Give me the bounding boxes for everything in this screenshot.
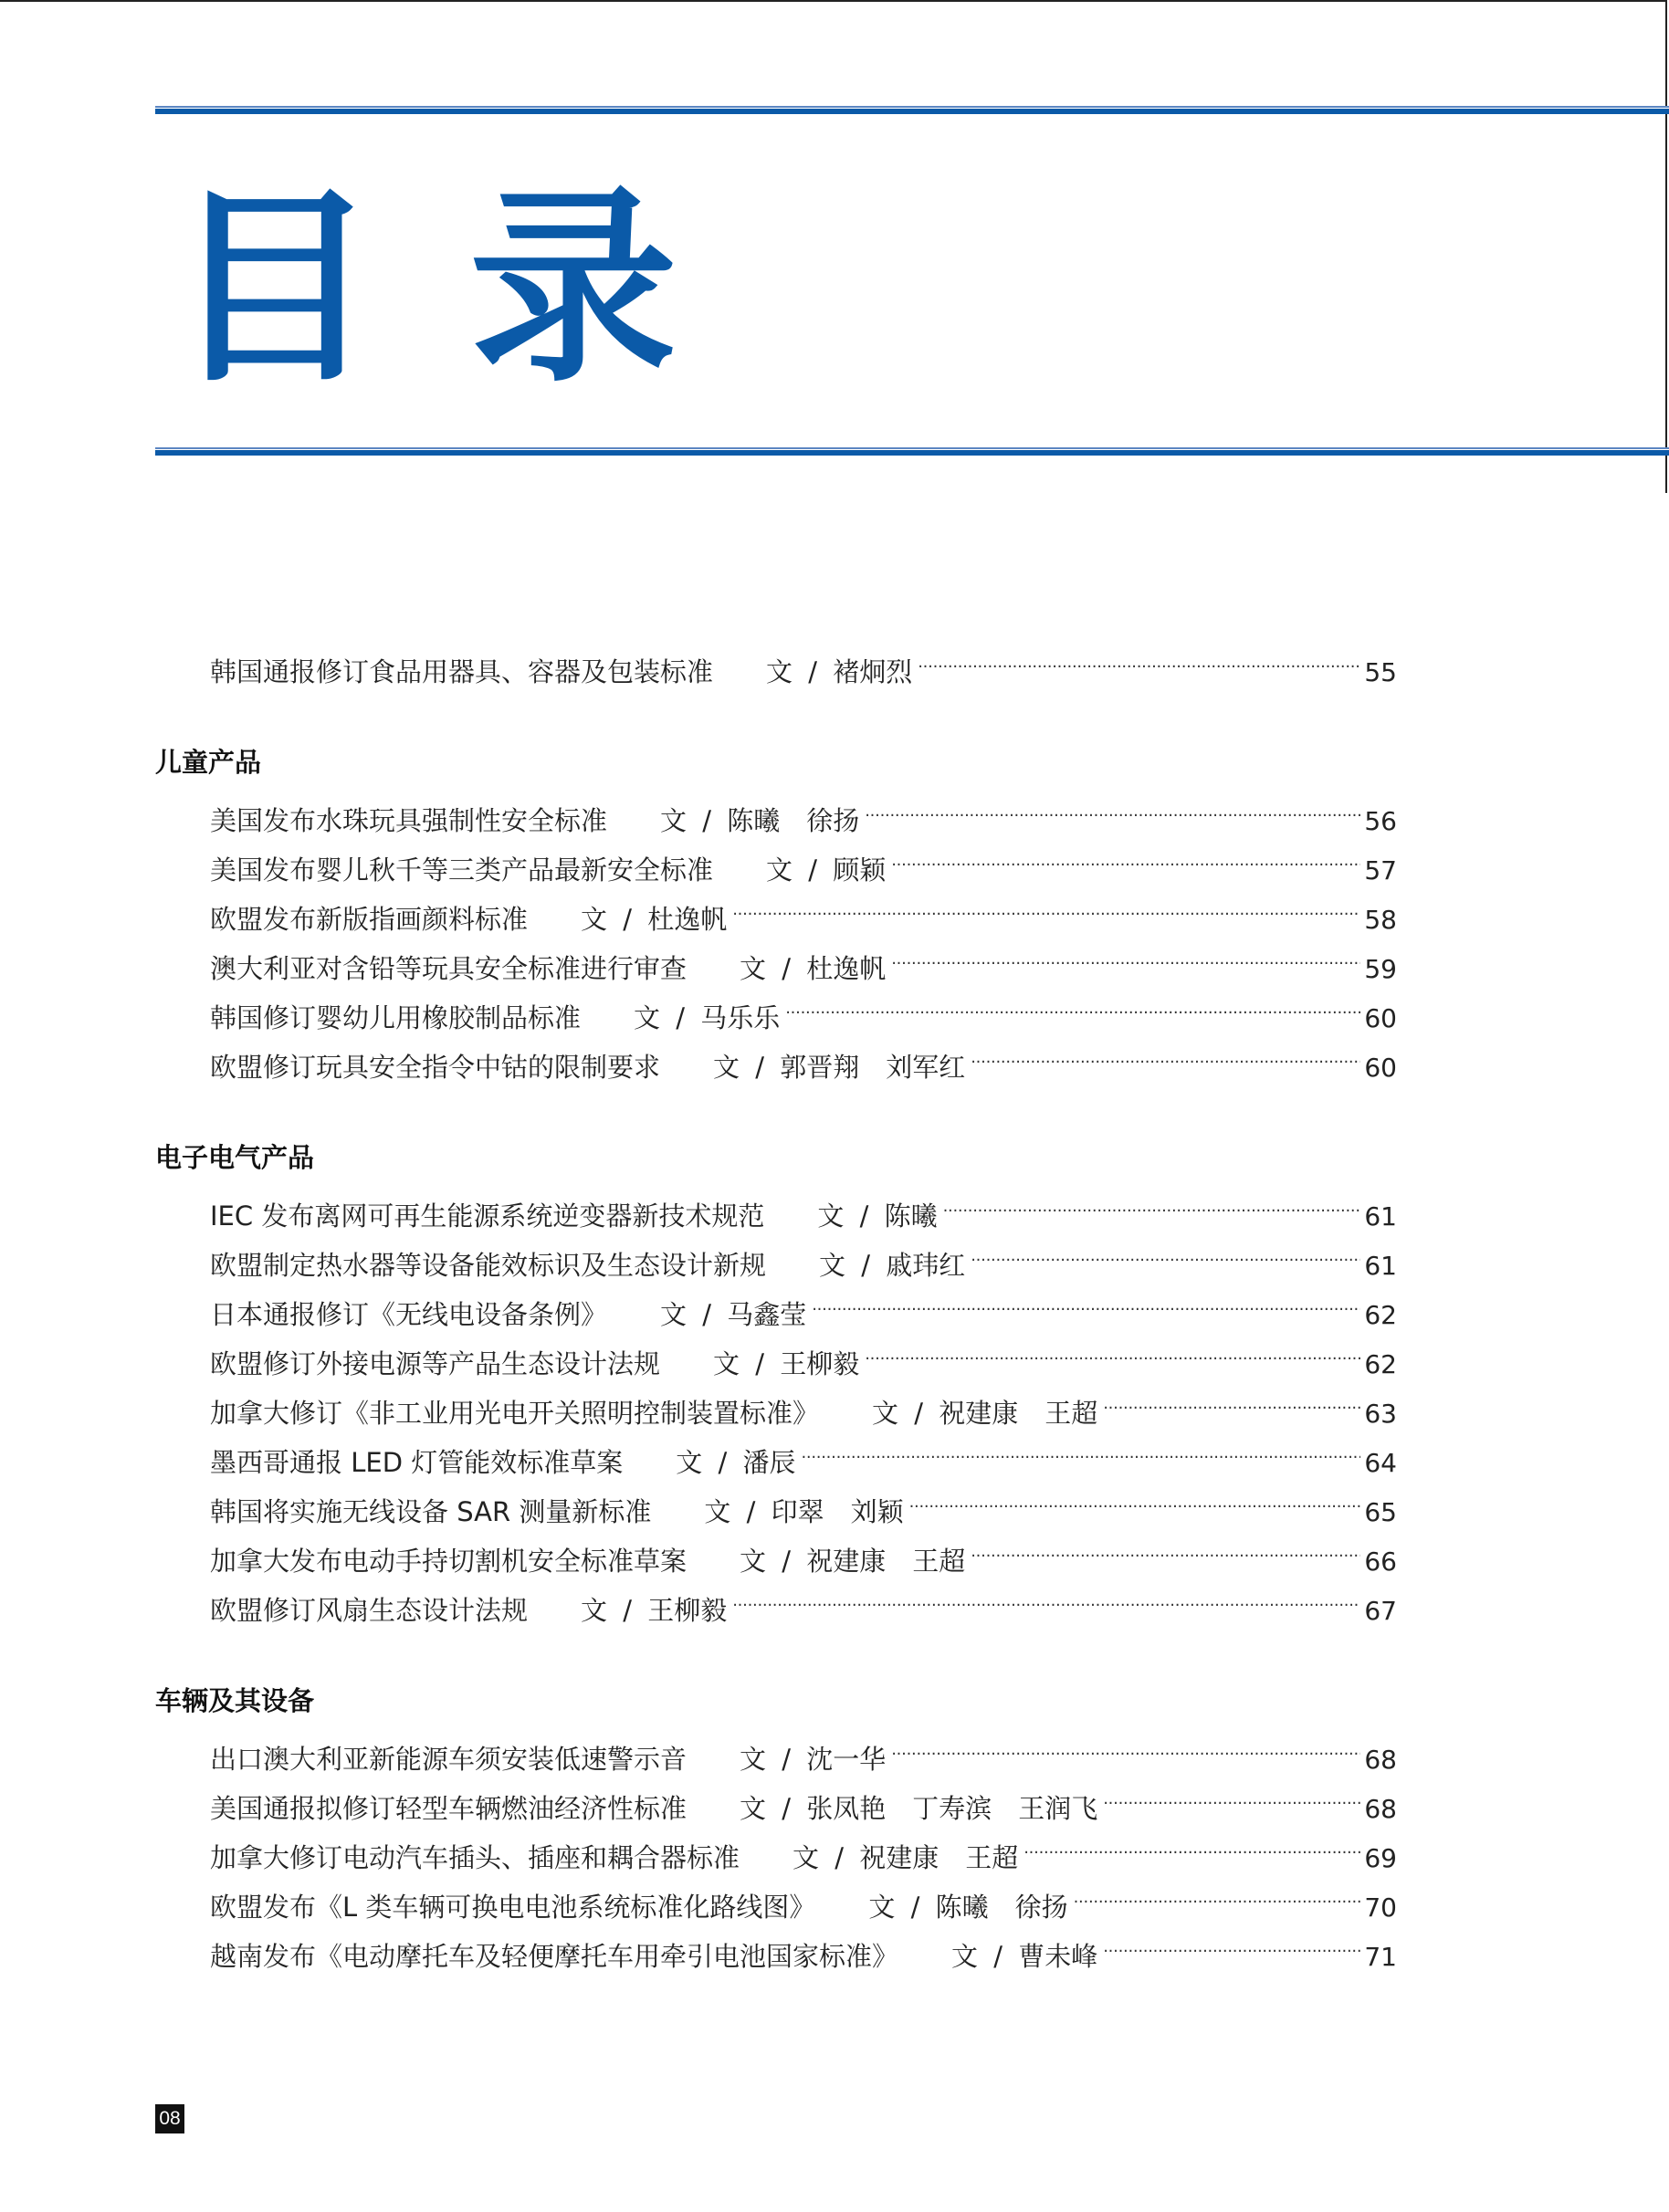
toc-entry-title: 韩国通报修订食品用器具、容器及包装标准	[210, 656, 714, 687]
toc-entry-title: 墨西哥通报 LED 灯管能效标准草案	[210, 1447, 624, 1478]
toc-entry[interactable]	[210, 1583, 1397, 1626]
page-title: 目录	[170, 167, 769, 410]
toc-entry-page: 61	[1364, 1251, 1397, 1281]
toc-entry-author: 文 / 陈曦 徐扬	[868, 1892, 1068, 1923]
page-number-badge: 08	[155, 2104, 184, 2133]
toc-entry-author: 文 / 陈曦	[817, 1200, 938, 1232]
toc-entry-title: 欧盟修订外接电源等产品生态设计法规	[210, 1348, 661, 1379]
toc-entry[interactable]	[210, 1534, 1397, 1577]
toc-entry-title: 日本通报修订《无线电设备条例》	[210, 1299, 608, 1330]
toc-entry[interactable]	[210, 1484, 1397, 1527]
toc-entry-title: 加拿大发布电动手持切割机安全标准草案	[210, 1546, 688, 1577]
toc-leader-dots	[918, 645, 1360, 681]
header-rule-top	[155, 106, 1669, 114]
toc-entry-title: 越南发布《电动摩托车及轻便摩托车用牵引电池国家标准》	[210, 1941, 899, 1972]
toc-entry[interactable]	[210, 991, 1397, 1033]
toc-entry[interactable]	[210, 892, 1397, 935]
toc-leader-dots	[865, 793, 1360, 830]
toc-entry-author: 文 / 杜逸帆	[581, 904, 728, 935]
toc-leader-dots	[891, 941, 1360, 978]
toc-entry[interactable]	[210, 1189, 1397, 1232]
toc-entry-author: 文 / 褚炯烈	[766, 656, 913, 687]
toc-leader-dots	[865, 1337, 1360, 1373]
toc-entry-page: 59	[1364, 954, 1397, 984]
toc-leader-dots	[801, 1435, 1360, 1472]
toc-entry-title: 美国发布水珠玩具强制性安全标准	[210, 805, 608, 836]
toc-entry-title: 欧盟发布新版指画颜料标准	[210, 904, 529, 935]
toc-entry-author: 文 / 张凤艳 丁寿滨 王润飞	[740, 1793, 1098, 1824]
toc-leader-dots	[1103, 1929, 1360, 1966]
page-frame-top	[0, 0, 1667, 2]
toc-entry-page: 60	[1364, 1003, 1397, 1033]
toc-entry-page: 70	[1364, 1892, 1397, 1923]
toc-entry-title: 加拿大修订电动汽车插头、插座和耦合器标准	[210, 1842, 740, 1873]
toc-leader-dots	[971, 1040, 1360, 1076]
toc-entry-author: 文 / 祝建康 王超	[740, 1546, 966, 1577]
toc-entry-title: 欧盟修订风扇生态设计法规	[210, 1595, 529, 1626]
toc-entry[interactable]	[210, 1040, 1397, 1083]
toc-entry-page: 67	[1364, 1596, 1397, 1626]
toc-entry[interactable]	[210, 1435, 1397, 1478]
toc-entry-title: 韩国修订婴幼儿用橡胶制品标准	[210, 1002, 582, 1033]
toc-leader-dots	[785, 991, 1360, 1027]
toc-entry[interactable]	[210, 1929, 1397, 1972]
toc-entry-author: 文 / 郭晋翔 刘军红	[713, 1052, 966, 1083]
toc-entry-author: 文 / 沈一华	[740, 1744, 887, 1775]
toc-leader-dots	[1103, 1781, 1360, 1818]
toc-entry[interactable]	[210, 1386, 1397, 1429]
toc-leader-dots	[1023, 1830, 1360, 1867]
toc-entry-page: 55	[1364, 657, 1397, 687]
toc-entry-author: 文 / 戚玮红	[819, 1250, 966, 1281]
page-frame-right	[1665, 0, 1667, 493]
toc-entry-page: 66	[1364, 1546, 1397, 1577]
toc-entry-page: 58	[1364, 905, 1397, 935]
toc-entry-page: 61	[1364, 1201, 1397, 1232]
toc-entry-author: 文 / 马乐乐	[634, 1002, 781, 1033]
toc-entry-title: 出口澳大利亚新能源车须安装低速警示音	[210, 1744, 688, 1775]
toc-leader-dots	[971, 1534, 1360, 1570]
toc-entry-author: 文 / 王柳毅	[581, 1595, 728, 1626]
toc-leader-dots	[812, 1287, 1360, 1324]
toc-entry-author: 文 / 曹未峰	[951, 1941, 1098, 1972]
toc-entry-page: 64	[1364, 1448, 1397, 1478]
toc-entry-page: 62	[1364, 1349, 1397, 1379]
header-rule-bottom	[155, 447, 1669, 456]
toc-entry[interactable]	[210, 941, 1397, 984]
toc-leader-dots	[1103, 1386, 1360, 1422]
toc-entry-page: 68	[1364, 1794, 1397, 1824]
toc-leader-dots	[732, 1583, 1360, 1620]
toc-entry-author: 文 / 祝建康 王超	[793, 1842, 1019, 1873]
toc-leader-dots	[1074, 1880, 1361, 1916]
toc-entry[interactable]	[210, 645, 1397, 687]
toc-leader-dots	[909, 1484, 1361, 1521]
toc-entry[interactable]	[210, 1830, 1397, 1873]
toc-leader-dots	[943, 1189, 1361, 1225]
toc-entry[interactable]	[210, 1880, 1397, 1923]
toc-leader-dots	[971, 1238, 1360, 1274]
toc-entry[interactable]	[210, 1781, 1397, 1824]
toc-entry-title: 韩国将实施无线设备 SAR 测量新标准	[210, 1496, 652, 1527]
toc-entry-author: 文 / 祝建康 王超	[872, 1398, 1098, 1429]
toc-entry-page: 63	[1364, 1399, 1397, 1429]
toc-entry-author: 文 / 潘辰	[676, 1447, 796, 1478]
section-title-electronics: 电子电气产品	[155, 1142, 315, 1173]
toc-entry-page: 69	[1364, 1843, 1397, 1873]
toc-entry-author: 文 / 陈曦 徐扬	[660, 805, 860, 836]
toc-entry-title: 澳大利亚对含铅等玩具安全标准进行审查	[210, 953, 688, 984]
toc-entry-title: 加拿大修订《非工业用光电开关照明控制装置标准》	[210, 1398, 820, 1429]
toc-entry-page: 68	[1364, 1745, 1397, 1775]
toc-entry-author: 文 / 马鑫莹	[660, 1299, 807, 1330]
toc-entry-page: 60	[1364, 1053, 1397, 1083]
toc-entry-title: 欧盟修订玩具安全指令中钴的限制要求	[210, 1052, 661, 1083]
toc-entry[interactable]	[210, 1238, 1397, 1281]
toc-entry-title: 美国通报拟修订轻型车辆燃油经济性标准	[210, 1793, 688, 1824]
toc-leader-dots	[891, 843, 1360, 879]
toc-entry-author: 文 / 杜逸帆	[740, 953, 887, 984]
toc-entry-page: 57	[1364, 855, 1397, 886]
toc-entry[interactable]	[210, 793, 1397, 836]
toc-entry[interactable]	[210, 843, 1397, 886]
section-title-vehicles: 车辆及其设备	[155, 1685, 315, 1716]
toc-leader-dots	[732, 892, 1360, 928]
toc-entry-author: 文 / 顾颖	[766, 854, 887, 886]
toc-entry-author: 文 / 王柳毅	[713, 1348, 860, 1379]
toc-entry[interactable]	[210, 1732, 1397, 1775]
section-title-children-products: 儿童产品	[155, 747, 262, 778]
toc-entry-title: 欧盟制定热水器等设备能效标识及生态设计新规	[210, 1250, 767, 1281]
toc-entry-title: 美国发布婴儿秋千等三类产品最新安全标准	[210, 854, 714, 886]
toc-entry-page: 62	[1364, 1300, 1397, 1330]
toc-entry-page: 65	[1364, 1497, 1397, 1527]
toc-entry-title: 欧盟发布《L 类车辆可换电电池系统标准化路线图》	[210, 1892, 816, 1923]
toc-entry-page: 71	[1364, 1942, 1397, 1972]
toc-entry-page: 56	[1364, 806, 1397, 836]
toc-entry[interactable]	[210, 1287, 1397, 1330]
toc-entry[interactable]	[210, 1337, 1397, 1379]
toc-entry-title: IEC 发布离网可再生能源系统逆变器新技术规范	[210, 1200, 765, 1232]
toc-entry-author: 文 / 印翠 刘颖	[704, 1496, 904, 1527]
toc-leader-dots	[891, 1732, 1360, 1768]
